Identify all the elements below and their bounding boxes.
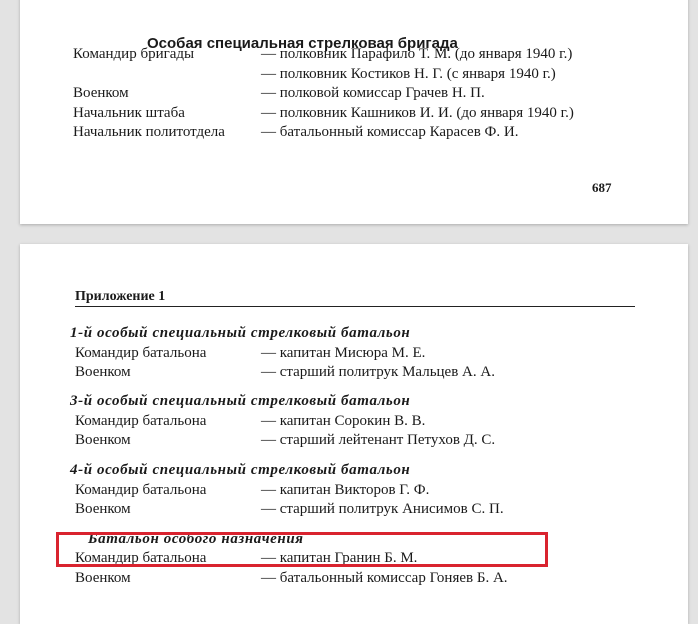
person-text: — полковник Кашников И. И. (до января 1940 г.) — [261, 105, 574, 121]
person-text: — полковой комиссар Грачев Н. П. — [261, 85, 485, 101]
person-text: — капитан Сорокин В. В. — [261, 413, 426, 429]
page-number: 687 — [592, 180, 612, 195]
section-title: 1-й особый специальный стрелковый батальон — [70, 325, 411, 341]
role-label: Военком — [73, 85, 129, 101]
person-text: — батальонный комиссар Карасев Ф. И. — [261, 124, 519, 140]
role-label: Командир батальона — [75, 550, 207, 566]
role-label: Начальник штаба — [73, 105, 185, 121]
brigade-heading: Особая специальная стрелковая бригада — [147, 35, 458, 52]
role-label: Командир бригады — [73, 46, 195, 62]
section-title: 4-й особый специальный стрелковый батальон — [70, 462, 411, 478]
role-label: Командир батальона — [75, 413, 207, 429]
person-text: — старший лейтенант Петухов Д. С. — [261, 432, 496, 448]
person-text: — полковник Костиков Н. Г. (с января 1940 г.) — [261, 66, 556, 82]
section-title: 3-й особый специальный стрелковый батальон — [70, 393, 411, 409]
role-label: Командир батальона — [75, 345, 207, 361]
section-title: Батальон особого назначения — [88, 531, 304, 547]
highlight-box — [56, 532, 548, 567]
person-text: — капитан Гранин Б. М. — [261, 550, 418, 566]
cutoff-text — [130, 0, 141, 2]
role-label: Командир батальона — [75, 482, 207, 498]
appendix-label: Приложение 1 — [75, 289, 166, 304]
header-rule — [75, 306, 635, 307]
person-text: — полковник Парафило Т. М. (до января 1940 г.) — [261, 46, 573, 62]
person-text: — батальонный комиссар Гоняев Б. А. — [261, 570, 508, 586]
role-label: Военком — [75, 432, 131, 448]
person-text: — капитан Викторов Г. Ф. — [261, 482, 430, 498]
person-text: — старший политрук Анисимов С. П. — [261, 501, 504, 517]
person-text: — старший политрук Мальцев А. А. — [261, 364, 495, 380]
role-label: Начальник политотдела — [73, 124, 225, 140]
role-label: Военком — [75, 570, 131, 586]
role-label: Военком — [75, 501, 131, 517]
role-label: Военком — [75, 364, 131, 380]
person-text: — капитан Мисюра М. Е. — [261, 345, 426, 361]
